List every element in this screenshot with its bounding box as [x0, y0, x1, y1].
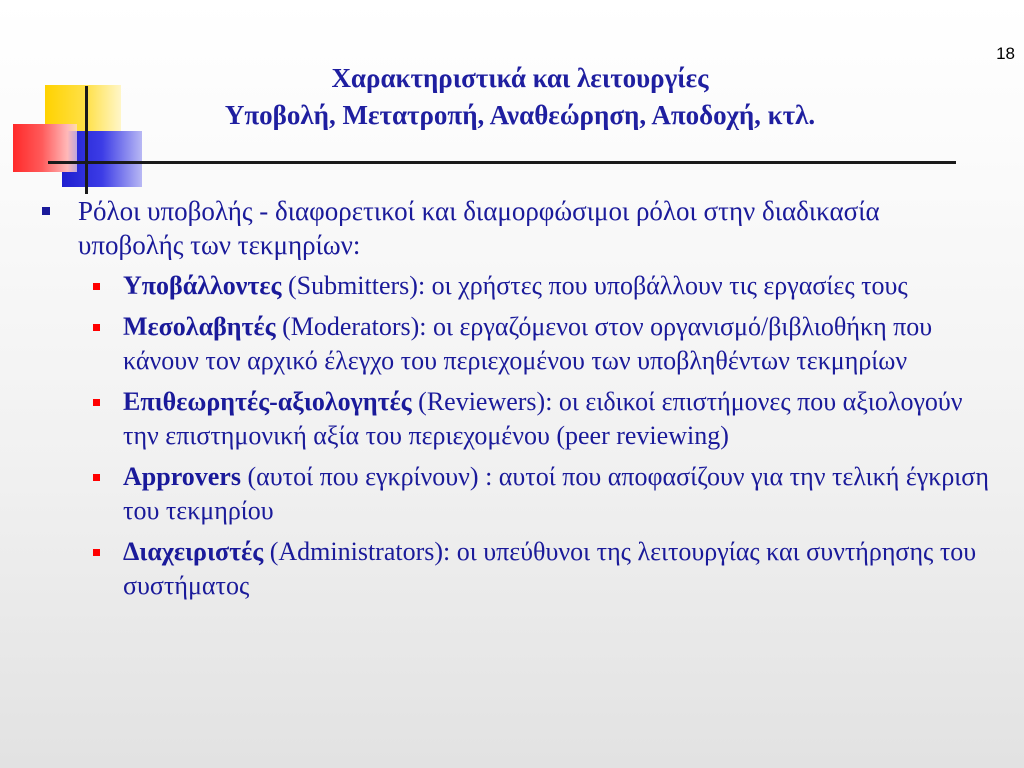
square-bullet-icon	[42, 207, 50, 215]
square-bullet-icon	[93, 549, 100, 556]
square-bullet-icon	[93, 399, 100, 406]
main-bullet-text: Ρόλοι υποβολής - διαφορετικοί και διαμορφώσιμοι ρόλοι στην διαδικασία υποβολής των τεκμηρίων:	[78, 196, 880, 260]
role-term: Διαχειριστές	[123, 537, 264, 566]
sub-bullet-item	[0, 535, 1024, 603]
logo-vertical-line	[85, 86, 88, 194]
sub-bullet-item	[0, 310, 1024, 378]
role-description: (Submitters): οι χρήστες που υποβάλλουν τις εργασίες τους	[281, 271, 908, 300]
square-bullet-icon	[93, 474, 100, 481]
role-description: (Administrators): οι υπεύθυνοι της λειτουργίας και συντήρησης του συστήματος	[123, 537, 977, 600]
sub-bullet-list	[0, 269, 1024, 603]
square-bullet-icon	[93, 324, 100, 331]
role-term: Approvers	[123, 462, 241, 491]
slide-title	[160, 60, 880, 134]
slide-title-line-1: Χαρακτηριστικά και λειτουργίες	[331, 63, 709, 93]
role-term: Μεσολαβητές	[123, 312, 276, 341]
main-bullet	[0, 194, 1024, 262]
sub-bullet-item	[0, 269, 1024, 303]
square-bullet-icon	[93, 283, 100, 290]
role-term: Υποβάλλοντες	[123, 271, 282, 300]
slide-title-line-2: Υποβολή, Μετατροπή, Αναθεώρηση, Αποδοχή, κτλ.	[224, 100, 816, 130]
slide-content	[0, 194, 1024, 610]
logo-red-block	[13, 124, 77, 172]
sub-bullet-item	[0, 385, 1024, 453]
title-underline	[48, 161, 956, 164]
role-description: (αυτοί που εγκρίνουν) : αυτοί που αποφασίζουν για την τελική έγκριση του τεκμηρίου	[123, 462, 989, 525]
role-term: Επιθεωρητές-αξιολογητές	[123, 387, 412, 416]
role-description: (Moderators): οι εργαζόμενοι στον οργανισμό/βιβλιοθήκη που κάνουν τον αρχικό έλεγχο του περιεχομένου των υποβληθέντων τεκμηρίων	[123, 312, 933, 375]
slide-number: 18	[996, 44, 1015, 63]
role-description: (Reviewers): οι ειδικοί επιστήμονες που αξιολογούν την επιστημονική αξία του περιεχομένου (peer reviewing)	[123, 387, 963, 450]
sub-bullet-item	[0, 460, 1024, 528]
